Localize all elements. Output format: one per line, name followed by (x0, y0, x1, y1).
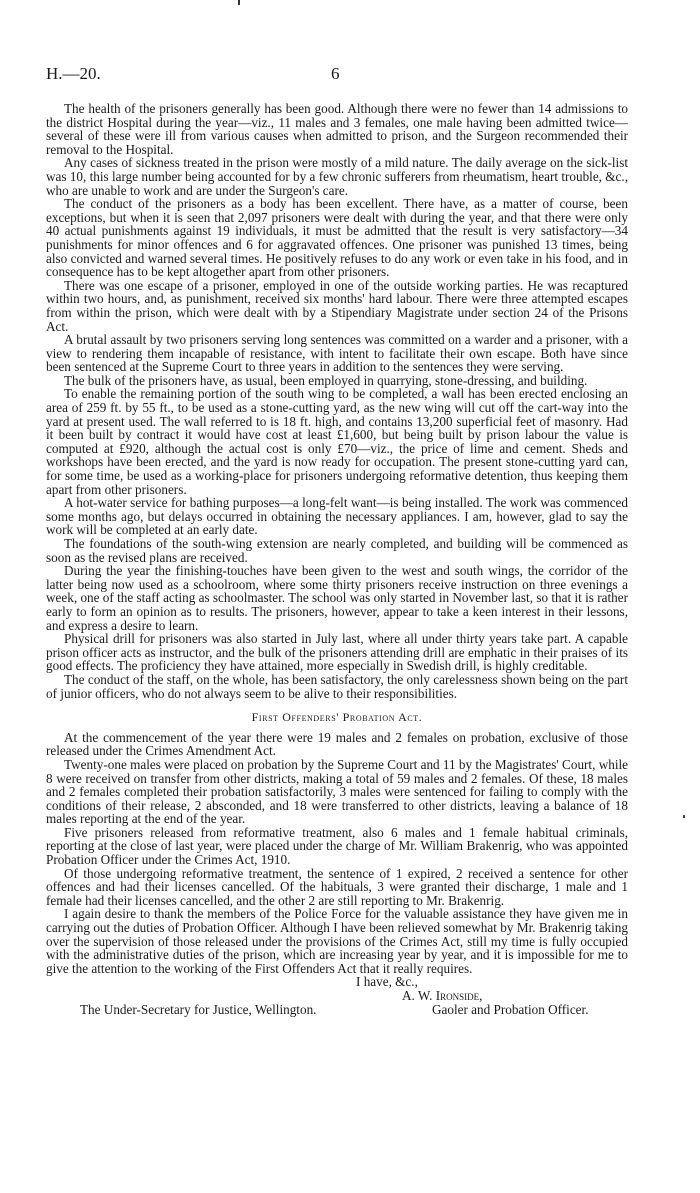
paragraph: There was one escape of a prisoner, employed in one of the outside working parties. He was recaptured within two hours, and, as punishment, received six months' hard labour. There were three attempted escapes from within the prison, which were dealt with by a Stipendiary Magistrate under section 24 of the Prisons Act. (46, 277, 628, 334)
paragraph: During the year the finishing-touches have been given to the west and south wings, the corridor of the latter being now used as a schoolroom, where some thirty prisoners receive instruction on three evenings a week, one of the staff acting as schoolmaster. The school was only started in November last, so that it is rather early to form an opinion as to results. The prisoners, however, appear to take a keen interest in their lessons, and express a desire to learn. (46, 563, 628, 633)
paragraph: I again desire to thank the members of the Police Force for the valuable assistance they have given me in carrying out the duties of Probation Officer. Although I have been relieved somewhat by Mr. Brakenrig taking over the supervision of those released under the provisions of the Crimes Act, still my time is fully occupied with the administrative duties of the prison, which are increasing year by year, and it is impossible for me to give the attention to the working of the First Offenders Act that it really requires. (46, 906, 628, 976)
addressee: The Under-Secretary for Justice, Wellington. (80, 1002, 317, 1018)
paragraph: Five prisoners released from reformative treatment, also 6 males and 1 female habitual criminals, reporting at the close of last year, were placed under the charge of Mr. William Brakenrig, who was appointed Probation Officer under the Crimes Act, 1910. (46, 824, 628, 868)
signatory-title: Gaoler and Probation Officer. (432, 1002, 589, 1018)
paragraph: A brutal assault by two prisoners serving long sentences was committed on a warder and a prisoner, with a view to rendering them incapable of resistance, with intent to facilitate their own escape. Both have since been sentenced at the Supreme Court to three years in addition to the sentences they were serving. (46, 332, 628, 375)
paragraph: At the commencement of the year there were 19 males and 2 females on probation, exclusive of those released under the Crimes Amendment Act. (46, 729, 628, 759)
scan-mark (238, 0, 240, 5)
paragraph: The foundations of the south-wing extension are nearly completed, and building will be commenced as soon as the revised plans are received. (46, 536, 628, 565)
paragraph: A hot-water service for bathing purposes—a long-felt want—is being installed. The work was commenced some months ago, but delays occurred in obtaining the necessary appliances. I am, however, glad to say the work will be completed at an early date. (46, 495, 628, 538)
paragraph: To enable the remaining portion of the south wing to be completed, a wall has been erected enclosing an area of 259 ft. by 55 ft., to be used as a stone-cutting yard, as the new wing will cut off the cart-way into the yard at present used. The wall referred to is 18 ft. high, and contains 13,200 superficial feet of masonry. Had it been built by contract it would have cost at least £1,600, but being built by prison labour the value is computed at £920, although the actual cost is only £70—viz., the price of lime and cement. Sheds and workshops have been erected, and the yard is now ready for occupation. The present stone-cutting yard can, for some time, be used as a working-place for prisoners undergoing reformative detention, thus keeping them apart from other prisoners. (46, 386, 628, 497)
letter-closing (46, 975, 628, 1019)
paragraph: Any cases of sickness treated in the prison were mostly of a mild nature. The daily average on the sick-list was 10, this large number being accounted for by a few chronic sufferers from rheumatism, heart trouble, &c., who are unable to work and are under the Surgeon's care. (46, 155, 628, 198)
document-body (46, 102, 628, 1019)
scan-mark (683, 815, 685, 818)
paragraph: The health of the prisoners generally has been good. Although there were no fewer than 14 admissions to the district Hospital during the year—viz., 11 males and 3 females, one male having been admitted twice—several of these were ill from various causes when admitted to prison, and the Surgeon recommended their removal to the Hospital. (46, 101, 628, 157)
page-number: 6 (331, 64, 340, 83)
document-reference: H.—20. (46, 64, 101, 83)
paragraph: Twenty-one males were placed on probation by the Supreme Court and 11 by the Magistrates' Court, while 8 were received on transfer from other districts, making a total of 59 males and 2 females. Of these, 18 males and 2 females completed their probation satisfactorily, 3 males were sentenced for failing to comply with the conditions of their release, 2 absconded, and 18 were transferred to other districts, leaving a balance of 18 males reporting at the end of the year. (46, 756, 628, 827)
page-header (46, 64, 654, 86)
section-heading: First Offenders' Probation Act. (251, 710, 423, 725)
paragraph: The bulk of the prisoners have, as usual, been employed in quarrying, stone-dressing, and building. (64, 372, 588, 388)
salutation: I have, &c., (356, 974, 418, 990)
paragraph: The conduct of the staff, on the whole, has been satisfactory, the only carelessness shown being on the part of junior officers, who do not always seem to be alive to their responsibilities. (46, 671, 628, 701)
paragraph: Physical drill for prisoners was also started in July last, where all under thirty years take part. A capable prison officer acts as instructor, and the bulk of the prisoners attending drill are emphatic in their praises of its good effects. The proficiency they have attained, more especially in Swedish drill, is highly creditable. (46, 631, 628, 674)
signatory-name: A. W. Ironside, (402, 988, 483, 1004)
paragraph: The conduct of the prisoners as a body has been excellent. There have, as a matter of course, been exceptions, but when it is seen that 2,097 prisoners were dealt with during the year, and that there were only 40 actual punishments against 19 individuals, it must be admitted that the result is very satisfactory—34 punishments for minor offences and 6 for aggravated offences. One prisoner was punished 13 times, being also convicted and warned several times. He positively refuses to do any work or even take in his food, and in consequence has to be kept altogether apart from other prisoners. (46, 196, 628, 280)
paragraph: Of those undergoing reformative treatment, the sentence of 1 expired, 2 received a sentence for other offences and had their licenses cancelled. Of the habituals, 3 were granted their discharge, 1 male and 1 female had their licenses cancelled, and the other 2 are still reporting to Mr. Brakenrig. (46, 865, 628, 908)
